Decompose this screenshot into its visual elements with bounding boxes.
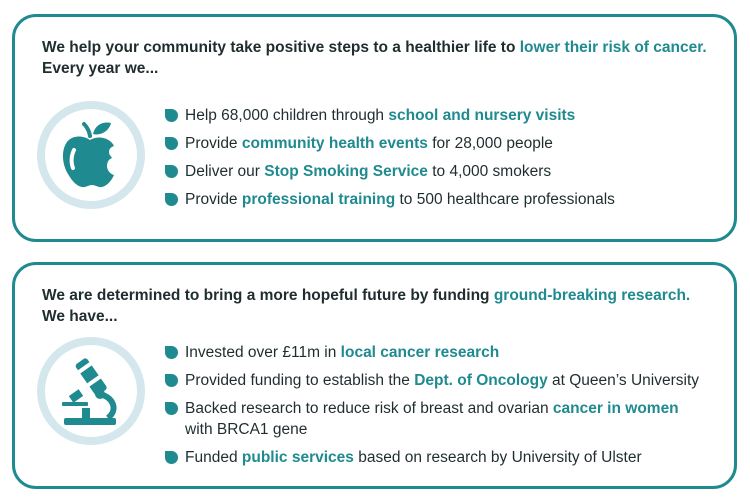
item-text: Help 68,000 children through xyxy=(185,107,389,124)
item-text: to 500 healthcare professionals xyxy=(395,191,615,208)
item-highlight: Dept. of Oncology xyxy=(414,372,548,389)
research-intro-line2: We have... xyxy=(42,308,118,325)
community-intro-highlight: lower their risk of cancer. xyxy=(519,39,707,56)
item-text: Funded xyxy=(185,449,242,466)
bullet-icon xyxy=(165,109,178,122)
item-highlight: public services xyxy=(241,449,354,466)
list-item xyxy=(165,133,615,154)
community-intro xyxy=(42,37,722,79)
list-item xyxy=(165,342,699,363)
item-highlight: cancer in women xyxy=(552,400,679,417)
item-highlight: local cancer research xyxy=(340,344,500,361)
community-card xyxy=(12,14,737,242)
list-item xyxy=(165,398,685,440)
apple-icon-badge xyxy=(37,101,145,209)
community-intro-line2: Every year we... xyxy=(42,60,159,77)
list-item xyxy=(165,447,699,468)
research-intro-highlight: ground-breaking research. xyxy=(493,287,691,304)
item-text: Invested over £11m in xyxy=(185,344,341,361)
bullet-icon xyxy=(165,374,178,387)
item-highlight: Stop Smoking Service xyxy=(264,163,428,180)
list-item xyxy=(165,189,615,210)
item-highlight: professional training xyxy=(241,191,396,208)
bullet-icon xyxy=(165,402,178,415)
item-highlight: school and nursery visits xyxy=(388,107,576,124)
item-text: Provide xyxy=(185,135,242,152)
item-text: Backed research to reduce risk of breast and ovarian xyxy=(185,400,553,417)
item-text: Provide xyxy=(185,191,242,208)
list-item xyxy=(165,370,699,391)
item-highlight: community health events xyxy=(241,135,428,152)
item-text: to 4,000 smokers xyxy=(427,163,552,180)
list-item xyxy=(165,105,615,126)
item-text: for 28,000 people xyxy=(427,135,553,152)
bullet-icon xyxy=(165,451,178,464)
item-text: based on research by University of Ulster xyxy=(353,449,642,466)
item-text: Provided funding to establish the xyxy=(185,372,415,389)
research-intro-text: We are determined to bring a more hopeful future by funding xyxy=(42,287,494,304)
community-intro-text: We help your community take positive steps to a healthier life to xyxy=(42,39,520,56)
research-list xyxy=(165,342,699,475)
bullet-icon xyxy=(165,193,178,206)
item-text: with BRCA1 gene xyxy=(185,421,308,438)
apple-icon xyxy=(56,118,126,192)
research-card xyxy=(12,262,737,489)
bullet-icon xyxy=(165,346,178,359)
bullet-icon xyxy=(165,137,178,150)
bullet-icon xyxy=(165,165,178,178)
microscope-icon xyxy=(56,354,126,428)
list-item xyxy=(165,161,615,182)
microscope-icon-badge xyxy=(37,337,145,445)
community-list xyxy=(165,105,615,217)
item-text: Deliver our xyxy=(185,163,265,180)
research-intro xyxy=(42,285,722,327)
item-text: at Queen’s University xyxy=(547,372,700,389)
